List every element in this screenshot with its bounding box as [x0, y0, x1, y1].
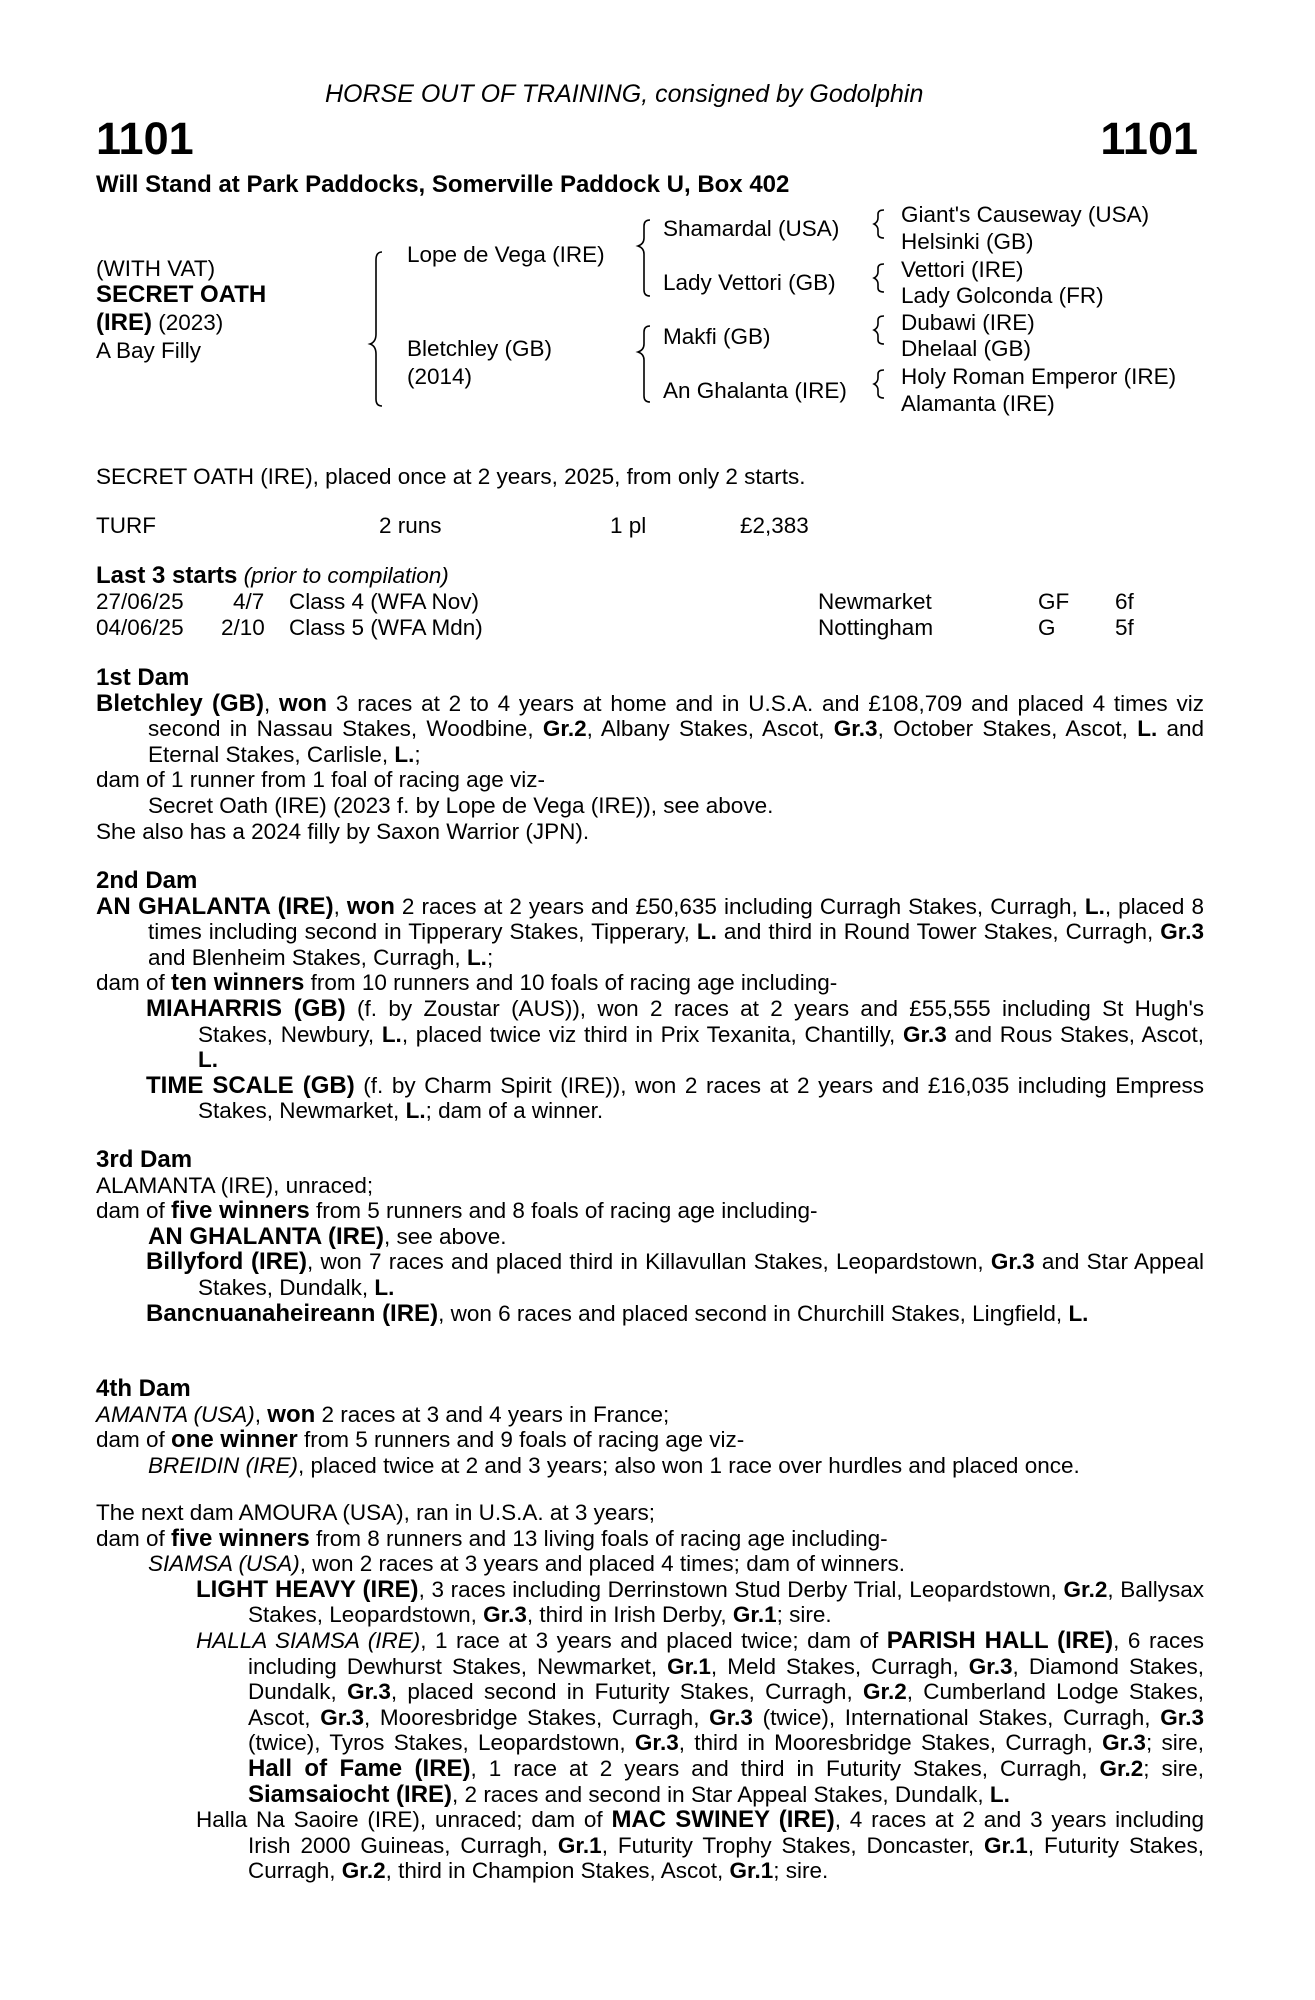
produce-text: dam of: [96, 970, 172, 996]
dam-year: (2014): [407, 364, 473, 389]
fourth-dam-name: AMANTA (USA): [96, 1401, 255, 1427]
fourth-dam-produce: [96, 1427, 1204, 1453]
progeny-name: Billyford (IRE): [146, 1248, 307, 1276]
horse-name: SECRET OATH: [96, 281, 267, 308]
last-starts-note: (prior to compilation): [237, 563, 449, 588]
start-going: GF: [1038, 589, 1070, 614]
listed-label: L.: [1137, 716, 1158, 742]
bracket-gen1: [370, 252, 382, 406]
produce-text: from 8 runners and 13 living foals of racing age including-: [309, 1525, 888, 1551]
progeny-name: PARISH HALL (IRE): [886, 1626, 1114, 1654]
listed-label: L.: [1084, 893, 1105, 919]
vat-note: (WITH VAT): [96, 256, 216, 281]
record-text: , placed twice at 2 and 3 years; also won 1 race over hurdles and placed once.: [298, 1452, 1080, 1478]
progeny-entry: [96, 1628, 1204, 1807]
record-text: and Star Appeal Stakes, Dundalk,: [198, 1249, 1205, 1300]
record-text: , Mooresbridge Stakes, Curragh,: [364, 1704, 710, 1730]
listed-label: L.: [198, 1047, 218, 1073]
progeny-name: Siamsaiocht (IRE): [248, 1780, 453, 1808]
record-text: ,: [254, 1401, 268, 1427]
sire-dam-sire: Vettori (IRE): [901, 257, 1024, 282]
third-dam-produce: [96, 1198, 1204, 1224]
listed-label: L.: [405, 1098, 426, 1124]
record-text: , placed twice viz third in Prix Texanita, Chantilly,: [401, 1021, 904, 1047]
record-text: , Albany Stakes, Ascot,: [586, 716, 834, 742]
progeny-entry: [96, 1551, 1204, 1577]
winners-count: five winners: [171, 1524, 310, 1552]
start-class: Class 4 (WFA Nov): [289, 589, 480, 614]
record-surface: TURF: [96, 513, 156, 538]
progeny-entry: [96, 1224, 1204, 1250]
grade-label: Gr.2: [1099, 1755, 1144, 1781]
progeny-entry: [96, 1301, 1204, 1327]
start-position: 4/7: [233, 589, 265, 614]
start-going: G: [1038, 615, 1056, 640]
record-text: , third in Irish Derby,: [526, 1602, 733, 1628]
bracket-dam: [638, 326, 650, 402]
second-dam-heading: 2nd Dam: [96, 867, 198, 894]
horse-description: A Bay Filly: [96, 338, 202, 363]
won-label: won: [279, 689, 328, 717]
fourth-dam-heading: 4th Dam: [96, 1375, 191, 1402]
start-distance: 6f: [1115, 589, 1134, 614]
record-text: 2 races at 3 and 4 years in France;: [315, 1401, 670, 1427]
progeny-name: AN GHALANTA (IRE): [148, 1222, 384, 1250]
horse-year: (2023): [152, 310, 224, 335]
first-dam-section: [96, 665, 1204, 844]
progeny-name: MIAHARRIS (GB): [146, 994, 346, 1022]
record-text: (f. by Charm Spirit (IRE)), won 2 races at 2 years and £16,035 including Empress Stakes, Newmarket,: [198, 1072, 1204, 1124]
won-label: won: [346, 892, 395, 920]
record-text: , 1 race at 2 years and third in Futurity Stakes, Curragh,: [470, 1755, 1100, 1781]
first-dam-name: Bletchley (GB): [96, 689, 264, 717]
dam-dam-dam: Alamanta (IRE): [901, 391, 1055, 416]
second-dam-section: [96, 868, 1204, 1124]
produce-text: from 10 runners and 10 foals of racing age including-: [304, 970, 838, 996]
produce-text: dam of: [96, 1525, 172, 1551]
start-distance: 5f: [1115, 615, 1134, 640]
start-date: 04/06/25: [96, 615, 184, 640]
first-dam-produce: dam of 1 runner from 1 foal of racing age viz-: [96, 767, 545, 793]
record-text: , won 6 races and placed second in Churchill Stakes, Lingfield,: [438, 1300, 1069, 1326]
grade-label: Gr.3: [833, 716, 878, 742]
grade-label: Gr.3: [990, 1249, 1035, 1275]
record-text: ;: [486, 944, 494, 970]
second-dam-name: AN GHALANTA (IRE): [96, 892, 334, 920]
bracket-sd: [874, 264, 884, 292]
grade-label: Gr.2: [341, 1858, 386, 1884]
progeny-entry: [96, 1249, 1204, 1300]
produce-text: dam of: [96, 1198, 172, 1224]
progeny-name: Bancnuanaheireann (IRE): [146, 1299, 439, 1327]
grade-label: Gr.2: [1063, 1576, 1108, 1602]
grade-label: Gr.1: [984, 1832, 1028, 1858]
winners-count: five winners: [171, 1197, 310, 1225]
bracket-ss: [874, 210, 884, 238]
second-dam-produce: [96, 970, 1204, 996]
record-text: , 3 races including Derrinstown Stud Derby Trial, Leopardstown,: [418, 1576, 1064, 1602]
start-date: 27/06/25: [96, 589, 184, 614]
first-dam-also: She also has a 2024 filly by Saxon Warrior (JPN).: [96, 818, 590, 844]
grade-label: Gr.3: [1160, 1704, 1205, 1730]
next-dam-section: [96, 1500, 1204, 1884]
record-text: , won 2 races at 3 years and placed 4 times; dam of winners.: [299, 1551, 906, 1577]
horse-country: (IRE): [96, 309, 152, 336]
stand-location: Will Stand at Park Paddocks, Somerville Paddock U, Box 402: [96, 171, 790, 198]
sire-dam: Lady Vettori (GB): [663, 270, 836, 295]
dam-sire-dam: Dhelaal (GB): [901, 336, 1032, 361]
record-text: 2 races at 2 years and £50,635 including Curragh Stakes, Curragh,: [394, 893, 1085, 919]
record-text: , October Stakes, Ascot,: [877, 716, 1138, 742]
grade-label: Gr.1: [557, 1832, 602, 1858]
grade-label: Gr.3: [320, 1704, 364, 1730]
listed-label: L.: [381, 1021, 402, 1047]
record-text: Halla Na Saoire (IRE), unraced; dam of: [196, 1807, 612, 1833]
dam-dam: An Ghalanta (IRE): [663, 378, 847, 403]
grade-label: Gr.3: [968, 1653, 1013, 1679]
winners-count: one winner: [171, 1426, 298, 1454]
grade-label: Gr.1: [732, 1602, 777, 1628]
first-dam-heading: 1st Dam: [96, 664, 190, 691]
horse-name-line2: [96, 310, 223, 336]
start-position: 2/10: [221, 615, 265, 640]
listed-label: L.: [394, 741, 415, 767]
sire-sire: Shamardal (USA): [663, 216, 840, 241]
lot-number-right: 1101: [1100, 113, 1198, 164]
dam-dam-sire: Holy Roman Emperor (IRE): [901, 364, 1177, 389]
record-text: ; sire,: [1143, 1755, 1204, 1781]
fourth-dam-record: [96, 1402, 1204, 1428]
record-text: , Futurity Trophy Stakes, Doncaster,: [601, 1832, 985, 1858]
grade-label: Gr.3: [903, 1021, 947, 1047]
record-text: , Cumberland Lodge Stakes, Ascot,: [248, 1679, 1204, 1730]
record-text: , third in Champion Stakes, Ascot,: [385, 1858, 730, 1884]
progeny-name: LIGHT HEAVY (IRE): [196, 1575, 419, 1603]
listed-label: L.: [1068, 1300, 1089, 1326]
dam-sire: Makfi (GB): [663, 324, 771, 349]
progeny-entry: [96, 1807, 1204, 1884]
listed-label: L.: [989, 1781, 1010, 1807]
third-dam-heading: 3rd Dam: [96, 1146, 193, 1173]
record-text: ; sire.: [776, 1602, 832, 1628]
record-earnings: £2,383: [740, 513, 809, 538]
produce-text: dam of: [96, 1427, 172, 1453]
third-dam-record: ALAMANTA (IRE), unraced;: [96, 1172, 374, 1198]
produce-text: from 5 runners and 9 foals of racing age viz-: [297, 1427, 745, 1453]
start-course: Newmarket: [818, 589, 932, 614]
grade-label: Gr.1: [729, 1858, 774, 1884]
grade-label: Gr.2: [542, 716, 587, 742]
record-text: and Blenheim Stakes, Curragh,: [148, 944, 467, 970]
bracket-dd: [874, 370, 884, 398]
second-dam-record: AN GHALANTA (IRE), won 2 races at 2 years and £50,635 including Curragh Stakes, Curragh, L., placed 8 times including second in Tipperary Stakes, Tipperary, L. and third in Round Tower Stakes, Curragh, Gr.3 and Blenheim Stakes, Curragh, L.;: [96, 892, 1205, 970]
bracket-sire: [638, 220, 650, 296]
dam-sire-sire: Dubawi (IRE): [901, 310, 1035, 335]
record-text: , Diamond Stakes, Dundalk,: [248, 1653, 1204, 1705]
grade-label: Gr.1: [667, 1653, 711, 1679]
record-text: , 1 race at 3 years and placed twice; dam of: [420, 1627, 887, 1653]
progeny-entry: [96, 1073, 1204, 1124]
bracket-ds: [874, 316, 884, 344]
record-text: ; sire.: [773, 1858, 829, 1884]
record-text: ; sire,: [1145, 1730, 1204, 1756]
progeny-name: BREIDIN (IRE): [148, 1452, 299, 1478]
start-class: Class 5 (WFA Mdn): [289, 615, 483, 640]
record-text: and third in Round Tower Stakes, Curragh,: [716, 919, 1161, 945]
dam: Bletchley (GB): [407, 336, 553, 361]
grade-label: Gr.3: [709, 1704, 753, 1730]
race-summary: SECRET OATH (IRE), placed once at 2 years, 2025, from only 2 starts.: [96, 464, 806, 489]
last-starts-title: Last 3 starts: [96, 562, 238, 589]
record-text: , Ballysax Stakes, Leopardstown,: [248, 1576, 1204, 1628]
first-dam-record: Bletchley (GB), won 3 races at 2 to 4 years at home and in U.S.A. and £108,709 and placed 4 times viz second in Nassau Stakes, Woodbine, Gr.2, Albany Stakes, Ascot, Gr.3, October Stakes, Ascot, L. and Eternal Stakes, Carlisle, L.;: [96, 689, 1204, 767]
sire-dam-dam: Lady Golconda (FR): [901, 283, 1104, 308]
progeny-name: Hall of Fame (IRE): [248, 1754, 471, 1782]
next-dam-produce: [96, 1526, 1204, 1552]
last-starts-heading: [96, 563, 449, 589]
record-text: (twice), Tyros Stakes, Leopardstown,: [248, 1730, 635, 1756]
record-text: ;: [414, 741, 421, 767]
sire-sire-dam: Helsinki (GB): [901, 229, 1034, 254]
record-text: (f. by Zoustar (AUS)), won 2 races at 2 years and £55,555 including St Hugh's Stakes, Newbury,: [198, 995, 1205, 1047]
winners-count: ten winners: [171, 969, 305, 997]
listed-label: L.: [374, 1274, 395, 1300]
grade-label: Gr.3: [634, 1730, 679, 1756]
lot-number-left: 1101: [96, 113, 194, 164]
record-placed: 1 pl: [610, 513, 647, 538]
won-label: won: [267, 1400, 316, 1428]
progeny-name: MAC SWINEY (IRE): [611, 1806, 835, 1834]
start-course: Nottingham: [818, 615, 934, 640]
record-text: , Futurity Stakes, Curragh,: [248, 1832, 1204, 1884]
grade-label: Gr.3: [1160, 919, 1205, 945]
record-text: , Meld Stakes, Curragh,: [710, 1653, 969, 1679]
grade-label: Gr.3: [483, 1602, 527, 1628]
listed-label: L.: [696, 919, 717, 945]
fourth-dam-section: [96, 1376, 1204, 1478]
progeny-name: TIME SCALE (GB): [146, 1071, 355, 1099]
record-text: , placed second in Futurity Stakes, Curragh,: [390, 1679, 863, 1705]
record-text: , 4 races at 2 and 3 years including Irish 2000 Guineas, Curragh,: [248, 1807, 1204, 1858]
produce-text: from 5 runners and 8 foals of racing age including-: [309, 1198, 818, 1224]
record-text: , see above.: [383, 1223, 507, 1249]
record-text: , 2 races and second in Star Appeal Stakes, Dundalk,: [452, 1781, 990, 1807]
grade-label: Gr.3: [347, 1679, 391, 1705]
progeny-entry: [96, 996, 1204, 1073]
record-text: and Eternal Stakes, Carlisle,: [148, 716, 1204, 767]
record-text: ; dam of a winner.: [425, 1098, 604, 1124]
record-text: , placed 8 times including second in Tipperary Stakes, Tipperary,: [148, 893, 1204, 945]
progeny-name: SIAMSA (USA): [148, 1551, 300, 1577]
record-text: , won 7 races and placed third in Killavullan Stakes, Leopardstown,: [307, 1249, 991, 1275]
listed-label: L.: [466, 944, 487, 970]
sire-sire-sire: Giant's Causeway (USA): [901, 202, 1150, 227]
record-text: and Rous Stakes, Ascot,: [946, 1021, 1204, 1047]
sire: Lope de Vega (IRE): [407, 242, 605, 267]
record-text: , 6 races including Dewhurst Stakes, Newmarket,: [248, 1627, 1204, 1679]
consignment-note: HORSE OUT OF TRAINING, consigned by Godolphin: [325, 80, 924, 108]
progeny-entry: [96, 1577, 1204, 1628]
grade-label: Gr.2: [862, 1679, 907, 1705]
progeny-entry: [96, 1453, 1204, 1479]
record-text: 3 races at 2 to 4 years at home and in U.S.A. and £108,709 and placed 4 times viz second in Nassau Stakes, Woodbine,: [148, 690, 1204, 742]
record-runs: 2 runs: [379, 513, 442, 538]
first-dam-progeny: Secret Oath (IRE) (2023 f. by Lope de Vega (IRE)), see above.: [148, 792, 774, 818]
third-dam-section: [96, 1147, 1204, 1326]
record-text: , third in Mooresbridge Stakes, Curragh,: [678, 1730, 1103, 1756]
next-dam-record: The next dam AMOURA (USA), ran in U.S.A. at 3 years;: [96, 1500, 655, 1525]
record-text: (twice), International Stakes, Curragh,: [752, 1704, 1161, 1730]
progeny-name: HALLA SIAMSA (IRE): [196, 1627, 421, 1653]
grade-label: Gr.3: [1102, 1730, 1146, 1756]
